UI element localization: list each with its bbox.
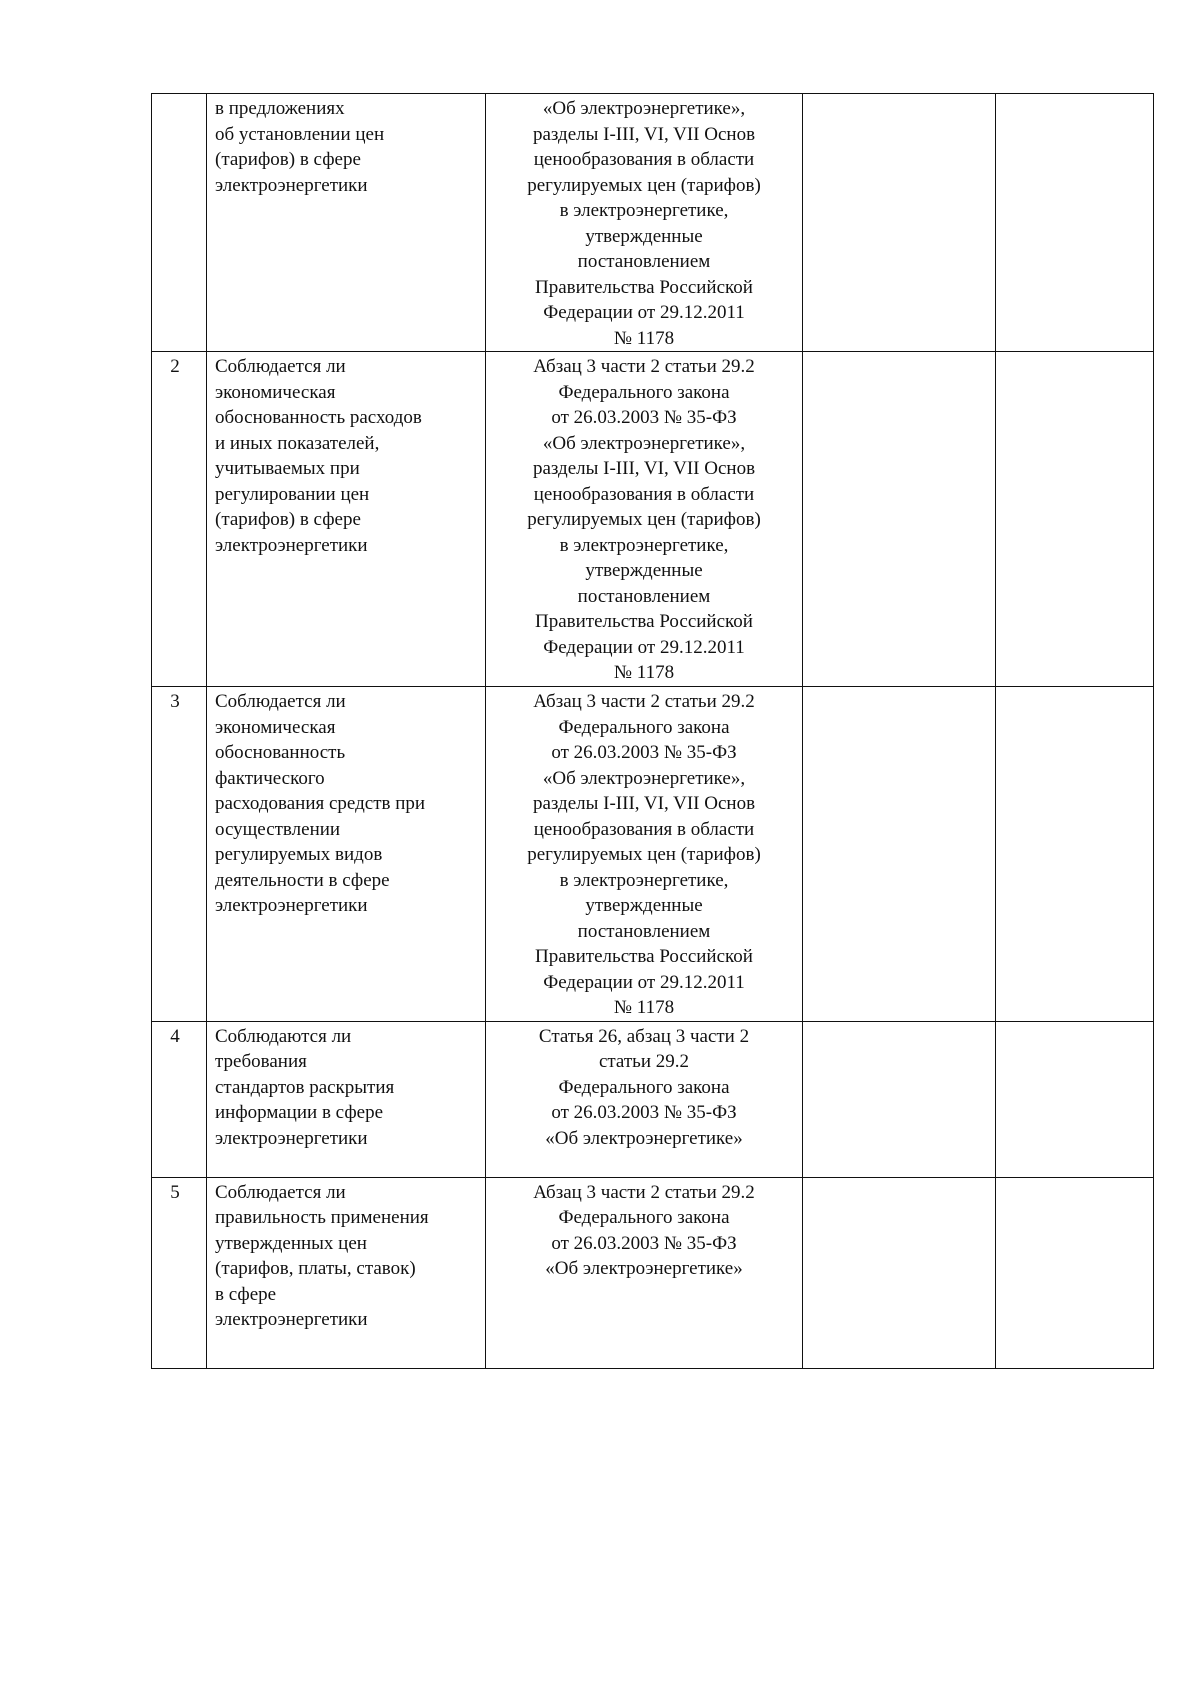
legal-basis-line: разделы I-III, VI, VII Основ <box>532 458 756 479</box>
question-cell <box>207 352 486 687</box>
legal-basis-line: утвержденные <box>585 895 703 916</box>
legal-basis-cell <box>486 352 803 687</box>
question-line: регулируемых видов <box>215 844 383 865</box>
question-line: (тарифов) в сфере <box>215 509 361 530</box>
question-line: Соблюдаются ли <box>215 1025 352 1047</box>
question-line: электроэнергетики <box>215 534 368 556</box>
note-cell[interactable] <box>996 687 1154 1022</box>
row-number: 5 <box>152 1177 207 1368</box>
question-cell <box>207 1177 486 1368</box>
question-line: Соблюдается ли <box>215 356 346 377</box>
legal-basis-line: «Об электроэнергетике» <box>545 1258 743 1279</box>
question-line: в сфере <box>215 1283 277 1305</box>
legal-basis-line: Статья 26, абзац 3 части 2 <box>538 1025 750 1047</box>
legal-basis-line: от 26.03.2003 № 35-ФЗ <box>551 407 737 428</box>
row-number: 3 <box>152 687 207 1022</box>
question-line: фактического <box>215 767 325 789</box>
legal-basis-line: Правительства Российской <box>535 611 753 632</box>
legal-basis-line: Федерации от 29.12.2011 <box>543 636 745 658</box>
legal-basis-line: регулируемых цен (тарифов) <box>527 844 761 865</box>
legal-basis-line: от 26.03.2003 № 35-ФЗ <box>551 1232 737 1254</box>
row-number: 4 <box>152 1021 207 1177</box>
question-line: электроэнергетики <box>215 174 368 196</box>
question-line: правильность применения <box>215 1207 429 1228</box>
legal-basis-line: № 1178 <box>613 327 675 349</box>
legal-basis-line: в электроэнергетике, <box>559 200 729 221</box>
legal-basis-line: «Об электроэнергетике», <box>542 98 746 119</box>
question-line: стандартов раскрытия <box>215 1076 395 1098</box>
legal-basis-line: «Об электроэнергетике» <box>545 1127 743 1149</box>
legal-basis-line: ценообразования в области <box>533 818 755 840</box>
answer-cell[interactable] <box>803 1177 996 1368</box>
legal-basis-line: статьи 29.2 <box>598 1051 690 1072</box>
legal-basis-line: Абзац 3 части 2 статьи 29.2 <box>533 356 755 377</box>
legal-basis-line: постановлением <box>577 251 711 272</box>
question-line: об установлении цен <box>215 123 385 145</box>
question-line: Соблюдается ли <box>215 1181 346 1203</box>
legal-basis-line: Федерального закона <box>558 1207 730 1228</box>
question-line: электроэнергетики <box>215 895 368 916</box>
question-line: электроэнергетики <box>215 1309 368 1330</box>
note-cell[interactable] <box>996 352 1154 687</box>
legal-basis-line: Абзац 3 части 2 статьи 29.2 <box>533 1181 755 1203</box>
question-line: электроэнергетики <box>215 1127 368 1149</box>
legal-basis-line: Правительства Российской <box>535 946 753 967</box>
legal-basis-line: Федерального закона <box>558 381 730 403</box>
table-row <box>152 94 1154 352</box>
question-line: обоснованность расходов <box>215 407 422 428</box>
legal-basis-line: постановлением <box>577 585 711 607</box>
legal-basis-line: от 26.03.2003 № 35-ФЗ <box>551 1102 737 1123</box>
legal-basis-line: утвержденные <box>585 225 703 247</box>
legal-basis-cell <box>486 1177 803 1368</box>
note-cell[interactable] <box>996 1177 1154 1368</box>
table-row <box>152 1177 1154 1368</box>
answer-cell[interactable] <box>803 94 996 352</box>
question-line: информации в сфере <box>215 1102 384 1123</box>
question-line: экономическая <box>215 716 336 738</box>
legal-basis-line: утвержденные <box>585 560 703 581</box>
legal-basis-line: Федерации от 29.12.2011 <box>543 971 745 993</box>
question-cell <box>207 94 486 352</box>
legal-basis-line: Правительства Российской <box>535 276 753 298</box>
legal-basis-line: Федерации от 29.12.2011 <box>543 302 745 323</box>
question-line: деятельности в сфере <box>215 869 390 891</box>
question-cell <box>207 1021 486 1177</box>
note-cell[interactable] <box>996 94 1154 352</box>
legal-basis-cell <box>486 94 803 352</box>
checklist-table <box>151 93 1154 1369</box>
legal-basis-line: ценообразования в области <box>533 483 755 505</box>
question-cell <box>207 687 486 1022</box>
table-row <box>152 1021 1154 1177</box>
note-cell[interactable] <box>996 1021 1154 1177</box>
legal-basis-line: № 1178 <box>613 662 675 683</box>
question-line: и иных показателей, <box>215 432 380 454</box>
legal-basis-line: постановлением <box>577 920 711 942</box>
legal-basis-line: № 1178 <box>613 997 675 1018</box>
legal-basis-line: в электроэнергетике, <box>559 534 729 556</box>
legal-basis-line: разделы I-III, VI, VII Основ <box>532 793 756 814</box>
question-line: обоснованность <box>215 742 346 763</box>
question-line: (тарифов) в сфере <box>215 149 361 170</box>
legal-basis-line: «Об электроэнергетике», <box>542 432 746 454</box>
table-row <box>152 687 1154 1022</box>
legal-basis-cell <box>486 687 803 1022</box>
legal-basis-line: Федерального закона <box>558 1076 730 1098</box>
answer-cell[interactable] <box>803 1021 996 1177</box>
question-line: экономическая <box>215 381 336 403</box>
question-line: (тарифов, платы, ставок) <box>215 1258 416 1279</box>
answer-cell[interactable] <box>803 352 996 687</box>
legal-basis-line: Абзац 3 части 2 статьи 29.2 <box>533 691 755 712</box>
legal-basis-line: «Об электроэнергетике», <box>542 767 746 789</box>
legal-basis-line: Федерального закона <box>558 716 730 738</box>
legal-basis-line: ценообразования в области <box>533 149 755 170</box>
question-line: регулировании цен <box>215 483 370 505</box>
question-line: учитываемых при <box>215 458 360 479</box>
question-line: осуществлении <box>215 818 341 840</box>
legal-basis-line: в электроэнергетике, <box>559 869 729 891</box>
question-line: требования <box>215 1051 307 1072</box>
table-row <box>152 352 1154 687</box>
question-line: расходования средств при <box>215 793 426 814</box>
row-number: 2 <box>152 352 207 687</box>
legal-basis-line: разделы I-III, VI, VII Основ <box>532 123 756 145</box>
legal-basis-cell <box>486 1021 803 1177</box>
question-line: Соблюдается ли <box>215 691 346 712</box>
legal-basis-line: от 26.03.2003 № 35-ФЗ <box>551 742 737 763</box>
row-number <box>152 94 207 352</box>
answer-cell[interactable] <box>803 687 996 1022</box>
question-line: в предложениях <box>215 98 345 119</box>
legal-basis-line: регулируемых цен (тарифов) <box>527 174 761 196</box>
legal-basis-line: регулируемых цен (тарифов) <box>527 509 761 530</box>
question-line: утвержденных цен <box>215 1232 367 1254</box>
